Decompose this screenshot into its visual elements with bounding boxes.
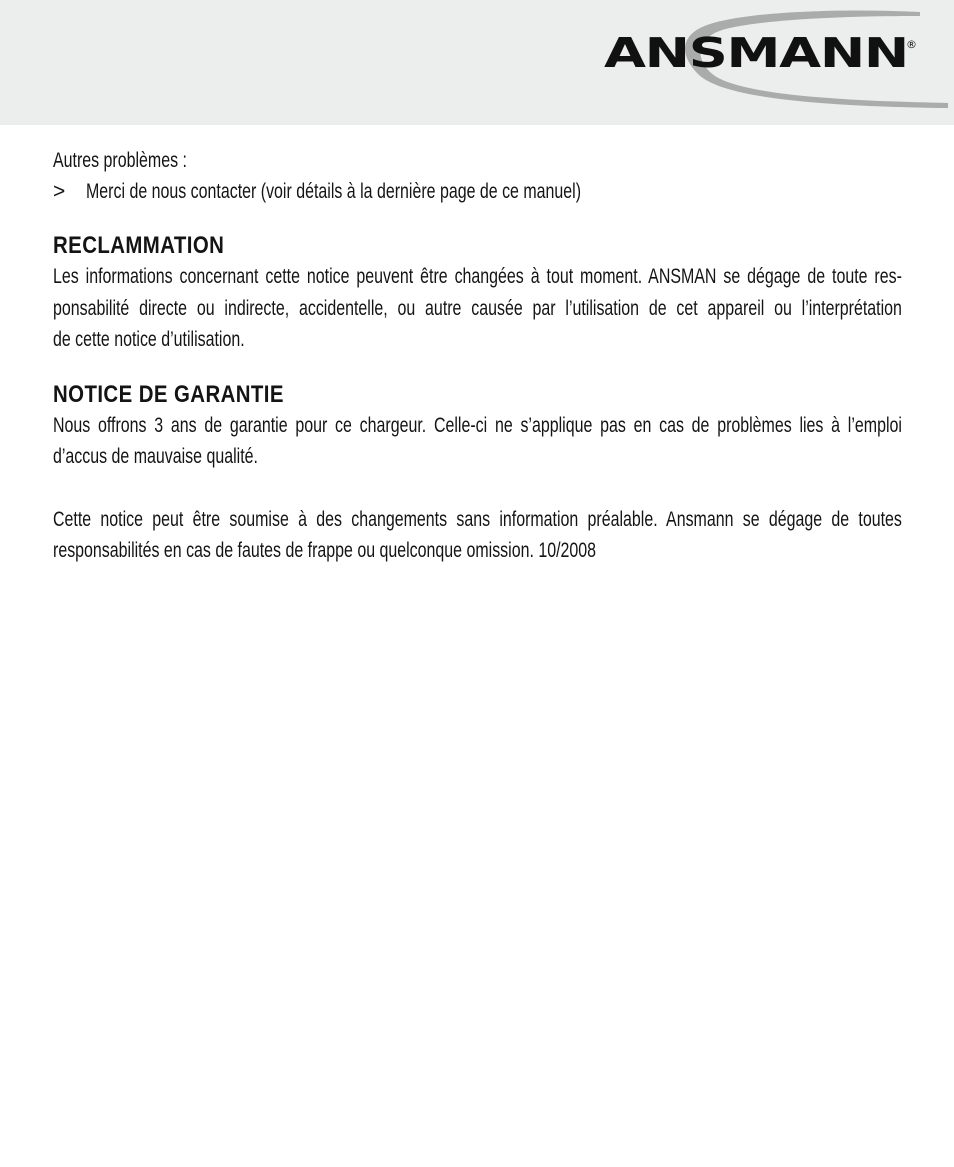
warranty-line: Nous offrons 3 ans de garantie pour ce chargeur. Celle-ci ne s’applique pas en cas de problèmes lies à l’emploi — [53, 413, 902, 437]
contact-bullet-text: Merci de nous contacter (voir détails à la dernière page de ce manuel) — [86, 180, 582, 203]
bullet-marker: > — [53, 180, 66, 203]
reclamation-line: Les informations concernant cette notice peuvent être changées à tout moment. ANSMAN se dégage de toute res- — [53, 265, 902, 288]
contact-bullet — [53, 176, 902, 207]
reclamation-line: de cette notice d’utilisation. — [53, 328, 245, 351]
logo-wordmark: ANSMANN — [604, 29, 908, 77]
ansmann-logo — [598, 8, 952, 112]
document-body — [53, 145, 902, 567]
warranty-line: d’accus de mauvaise qualité. — [53, 445, 258, 468]
logo-registered-mark: ® — [906, 38, 917, 51]
disclaimer-paragraph — [53, 504, 902, 567]
disclaimer-line: responsabilités en cas de fautes de frappe ou quelconque omission. 10/2008 — [53, 539, 597, 562]
warranty-heading: NOTICE DE GARANTIE — [53, 380, 284, 408]
reclamation-line: ponsabilité directe ou indirecte, accidentelle, ou autre causée par l’utilisation de cet appareil ou l’interprétation — [53, 296, 902, 320]
warranty-paragraph — [53, 410, 902, 473]
reclamation-heading: RECLAMMATION — [53, 232, 225, 259]
disclaimer-line: Cette notice peut être soumise à des changements sans information préalable. Ansmann se dégage de toutes — [53, 507, 902, 531]
other-problems-label: Autres problèmes : — [53, 149, 187, 172]
paragraph-spacer — [53, 473, 902, 504]
reclamation-paragraph — [53, 261, 902, 356]
